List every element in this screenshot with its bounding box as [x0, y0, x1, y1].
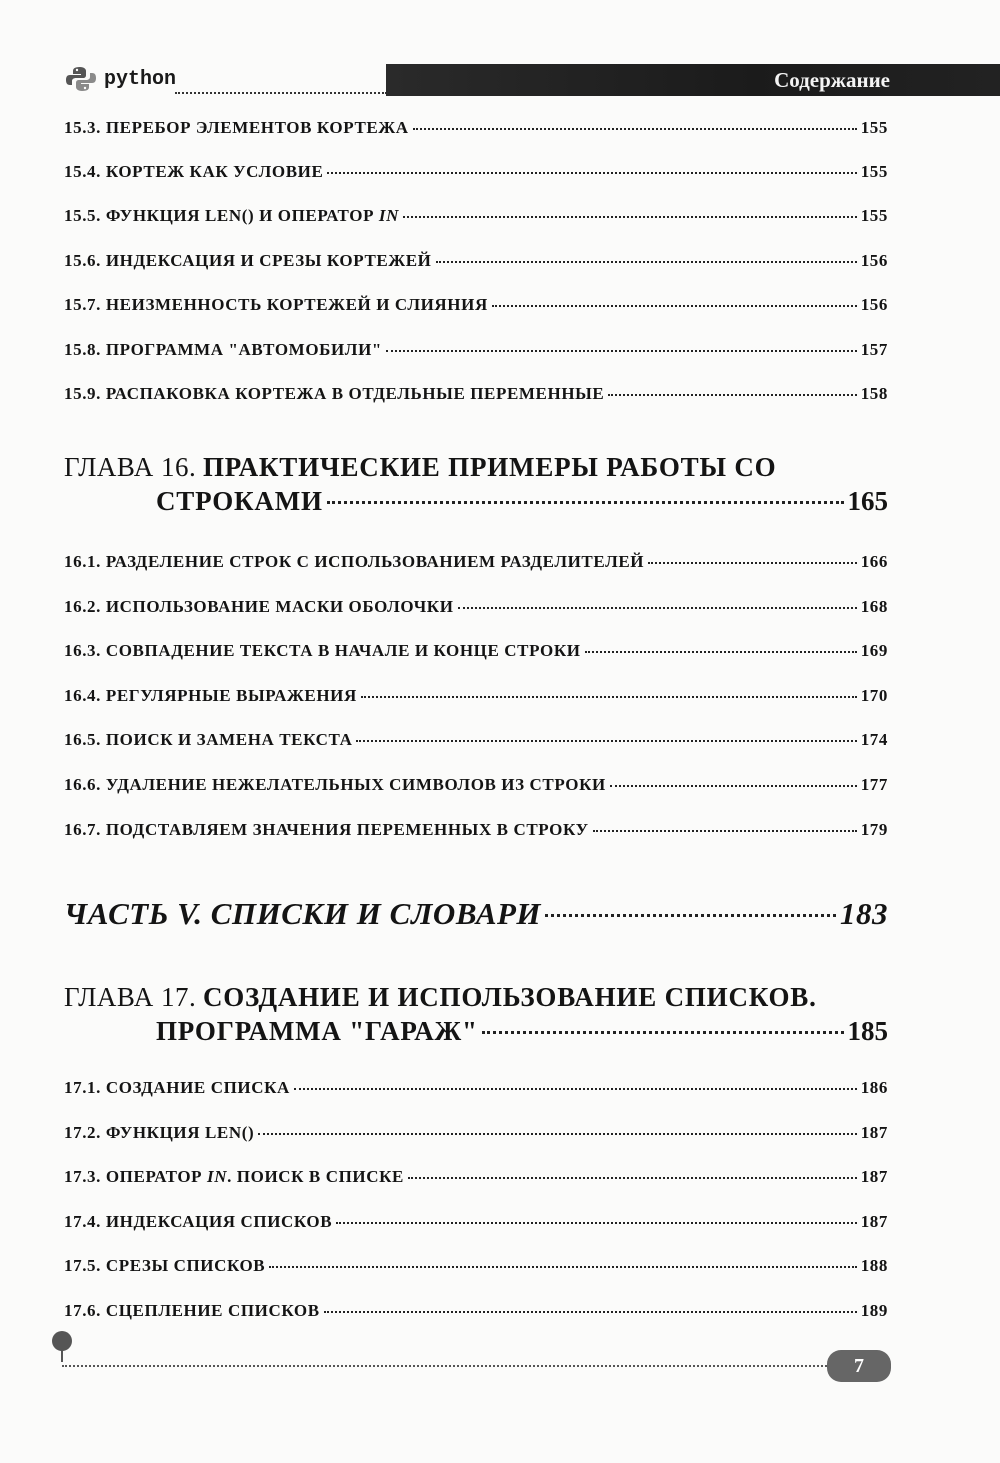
toc-entry-16-2[interactable]: 16.2. ИСПОЛЬЗОВАНИЕ МАСКИ ОБОЛОЧКИ 168: [64, 597, 888, 616]
toc-entry-17-4[interactable]: 17.4. ИНДЕКСАЦИЯ СПИСКОВ 187: [64, 1212, 888, 1231]
page-number: 165: [847, 486, 888, 516]
chapter-label: ГЛАВА 17.: [64, 982, 197, 1012]
toc-entry-15-6[interactable]: 15.6. ИНДЕКСАЦИЯ И СРЕЗЫ КОРТЕЖЕЙ 156: [64, 251, 888, 270]
page-number: 157: [860, 340, 888, 359]
dot-leader: [610, 785, 857, 787]
page-number: 187: [860, 1167, 888, 1186]
page-number: 169: [860, 641, 888, 660]
toc-entry-16-7[interactable]: 16.7. ПОДСТАВЛЯЕМ ЗНАЧЕНИЯ ПЕРЕМЕННЫХ В СТРОКУ 179: [64, 820, 888, 839]
part-title: ЧАСТЬ V. СПИСКИ И СЛОВАРИ: [64, 896, 542, 931]
footer-dotted-rule: [62, 1365, 827, 1367]
dot-leader: [648, 562, 857, 564]
dot-leader: [408, 1177, 857, 1179]
page-number: 185: [847, 1016, 888, 1046]
chapter-title: СОЗДАНИЕ И ИСПОЛЬЗОВАНИЕ СПИСКОВ.: [202, 982, 817, 1012]
footer-bullet-icon: [52, 1331, 72, 1351]
logo-text: python: [104, 67, 177, 91]
page-number: 166: [860, 552, 888, 571]
chapter-title: ПРАКТИЧЕСКИЕ ПРИМЕРЫ РАБОТЫ СО: [202, 452, 777, 482]
page-number: 188: [860, 1256, 888, 1275]
dot-leader: [327, 501, 844, 504]
toc-entry-15-4[interactable]: 15.4. КОРТЕЖ КАК УСЛОВИЕ 155: [64, 162, 888, 181]
toc-entry-15-5[interactable]: 15.5. ФУНКЦИЯ LEN() И ОПЕРАТОР IN 155: [64, 206, 888, 225]
toc-entry-15-8[interactable]: 15.8. ПРОГРАММА "АВТОМОБИЛИ" 157: [64, 340, 888, 359]
dot-leader: [324, 1311, 857, 1313]
page-number: 186: [860, 1078, 888, 1097]
dot-leader: [258, 1133, 856, 1135]
page-number: 156: [860, 251, 888, 270]
section-title: Содержание: [774, 67, 890, 92]
page-number: 174: [860, 730, 888, 749]
page-number: 155: [860, 118, 888, 137]
page-number: 170: [860, 686, 888, 705]
page-number: 155: [860, 162, 888, 181]
dot-leader: [458, 607, 857, 609]
toc-entry-16-4[interactable]: 16.4. РЕГУЛЯРНЫЕ ВЫРАЖЕНИЯ 170: [64, 686, 888, 705]
dot-leader: [386, 350, 857, 352]
page-number: 179: [860, 820, 888, 839]
part-5-heading[interactable]: [64, 896, 888, 932]
python-logo-icon: [66, 66, 96, 92]
toc-entry-16-3[interactable]: 16.3. СОВПАДЕНИЕ ТЕКСТА В НАЧАЛЕ И КОНЦЕ СТРОКИ 169: [64, 641, 888, 660]
dot-leader: [361, 696, 857, 698]
python-logo: [66, 66, 176, 92]
page-number: 187: [860, 1123, 888, 1142]
dot-leader: [327, 172, 856, 174]
page-number: 155: [860, 206, 888, 225]
page-number: 183: [840, 896, 888, 931]
dot-leader: [356, 740, 856, 742]
dot-leader: [593, 830, 857, 832]
toc-entry-17-5[interactable]: 17.5. СРЕЗЫ СПИСКОВ 188: [64, 1256, 888, 1275]
toc-entry-16-6[interactable]: 16.6. УДАЛЕНИЕ НЕЖЕЛАТЕЛЬНЫХ СИМВОЛОВ ИЗ СТРОКИ 177: [64, 775, 888, 794]
dot-leader: [585, 651, 857, 653]
page-number: 156: [860, 295, 888, 314]
dot-leader: [492, 305, 857, 307]
dot-leader: [269, 1266, 856, 1268]
dot-leader: [413, 128, 857, 130]
page-number: 158: [860, 384, 888, 403]
dot-leader: [482, 1031, 844, 1034]
dot-leader: [545, 914, 836, 917]
header-leader-dots: [175, 92, 387, 94]
dot-leader: [294, 1088, 857, 1090]
toc-entry-15-7[interactable]: 15.7. НЕИЗМЕННОСТЬ КОРТЕЖЕЙ И СЛИЯНИЯ 156: [64, 295, 888, 314]
page-number: 177: [860, 775, 888, 794]
chapter-label: ГЛАВА 16.: [64, 452, 197, 482]
page-number-badge: 7: [827, 1350, 891, 1382]
dot-leader: [403, 216, 857, 218]
footer-bullet-stem: [61, 1350, 63, 1362]
toc-entry-15-9[interactable]: 15.9. РАСПАКОВКА КОРТЕЖА В ОТДЕЛЬНЫЕ ПЕРЕМЕННЫЕ 158: [64, 384, 888, 403]
dot-leader: [336, 1222, 856, 1224]
chapter-17-heading[interactable]: ГЛАВА 17. СОЗДАНИЕ И ИСПОЛЬЗОВАНИЕ СПИСКОВ. ПРОГРАММА "ГАРАЖ" 185: [64, 982, 888, 1046]
toc-entry-15-3[interactable]: 15.3. ПЕРЕБОР ЭЛЕМЕНТОВ КОРТЕЖА 155: [64, 118, 888, 137]
toc-entry-16-1[interactable]: 16.1. РАЗДЕЛЕНИЕ СТРОК С ИСПОЛЬЗОВАНИЕМ РАЗДЕЛИТЕЛЕЙ 166: [64, 552, 888, 571]
page-number: 187: [860, 1212, 888, 1231]
toc-entry-17-1[interactable]: 17.1. СОЗДАНИЕ СПИСКА 186: [64, 1078, 888, 1097]
dot-leader: [436, 261, 857, 263]
toc-entry-16-5[interactable]: 16.5. ПОИСК И ЗАМЕНА ТЕКСТА 174: [64, 730, 888, 749]
page-number: 189: [860, 1301, 888, 1320]
section-header-band: [386, 64, 1000, 96]
chapter-16-heading[interactable]: ГЛАВА 16. ПРАКТИЧЕСКИЕ ПРИМЕРЫ РАБОТЫ СО СТРОКАМИ 165: [64, 452, 888, 516]
dot-leader: [608, 394, 856, 396]
page-number: 168: [860, 597, 888, 616]
toc-entry-17-2[interactable]: 17.2. ФУНКЦИЯ LEN() 187: [64, 1123, 888, 1142]
toc-entry-17-6[interactable]: 17.6. СЦЕПЛЕНИЕ СПИСКОВ 189: [64, 1301, 888, 1320]
toc-entry-17-3[interactable]: 17.3. ОПЕРАТОР IN. ПОИСК В СПИСКЕ 187: [64, 1167, 888, 1186]
